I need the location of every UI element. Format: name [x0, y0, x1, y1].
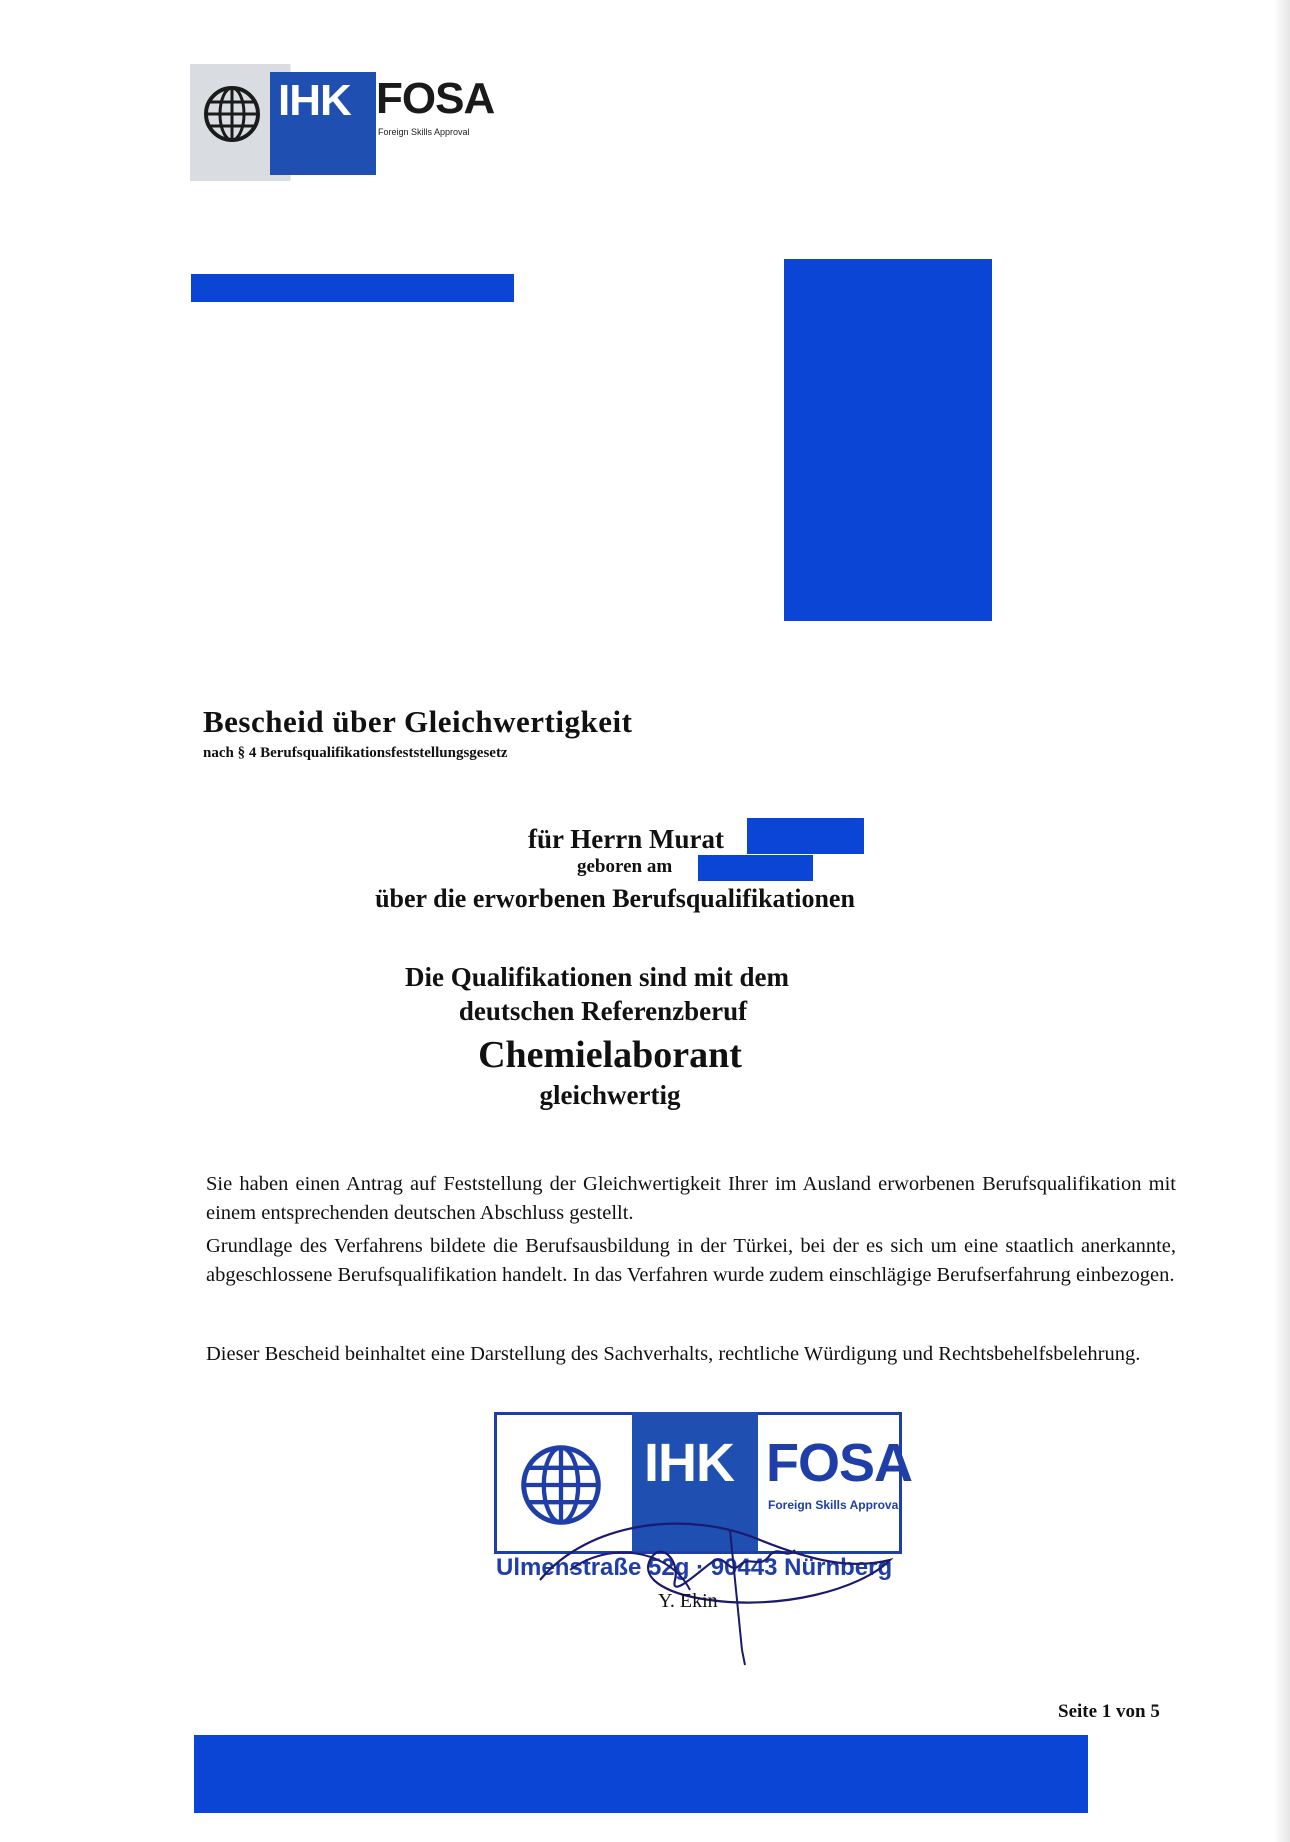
redaction-birthdate — [698, 855, 813, 881]
redaction-address-block — [784, 259, 992, 621]
logo-ihk-text: IHK — [278, 76, 351, 125]
recipient-born: geboren am — [577, 856, 673, 877]
recipient-name: für Herrn Murat — [528, 824, 724, 854]
document-title: Bescheid über Gleichwertigkeit — [203, 704, 633, 739]
stamp-address: Ulmenstraße 52g · 90443 Nürnberg — [496, 1554, 893, 1581]
page-edge-shadow — [1274, 0, 1290, 1842]
reference-profession: Chemielaborant — [478, 1034, 742, 1076]
header-logo — [190, 64, 376, 181]
body-paragraph-1: Sie haben einen Antrag auf Feststellung der Gleichwertigkeit Ihrer im Ausland erworbenen Berufsqualifikation mit einem entsprechenden deutschen Abschluss gestellt. — [206, 1173, 1176, 1224]
redaction-header-line — [191, 274, 514, 302]
result-line-1: Die Qualifikationen sind mit dem — [404, 962, 790, 992]
qualifications-line: über die erworbenen Berufsqualifikationen — [375, 884, 855, 913]
signer-name: Y. Ekin — [658, 1590, 718, 1612]
stamp-ihk-text: IHK — [644, 1433, 734, 1493]
globe-icon — [202, 84, 262, 144]
logo-subtitle: Foreign Skills Approval — [378, 127, 470, 137]
handwritten-signature — [530, 1500, 910, 1670]
equivalence-verdict: gleichwertig — [539, 1080, 681, 1110]
redaction-surname — [747, 818, 864, 854]
logo-fosa-text: FOSA — [376, 74, 495, 123]
result-line-2: deutschen Referenzberuf — [458, 996, 748, 1026]
redaction-footer — [194, 1735, 1088, 1813]
body-paragraph-3: Dieser Bescheid beinhaltet eine Darstellung des Sachverhalts, rechtliche Würdigung und Rechtsbehelfsbelehrung. — [206, 1343, 1141, 1365]
stamp-subtitle: Foreign Skills Approval — [768, 1498, 902, 1512]
body-paragraph-2: Grundlage des Verfahrens bildete die Berufsausbildung in der Türkei, bei der es sich um eine staatlich anerkannte, abgeschlossene Berufsqualifikation handelt. In das Verfahren wurde zudem einschlägige Berufserfahrung einbezogen. — [206, 1235, 1176, 1286]
stamp-fosa-text: FOSA — [766, 1433, 913, 1493]
document-subtitle: nach § 4 Berufsqualifikationsfeststellungsgesetz — [203, 745, 508, 761]
page-number: Seite 1 von 5 — [1058, 1701, 1160, 1722]
